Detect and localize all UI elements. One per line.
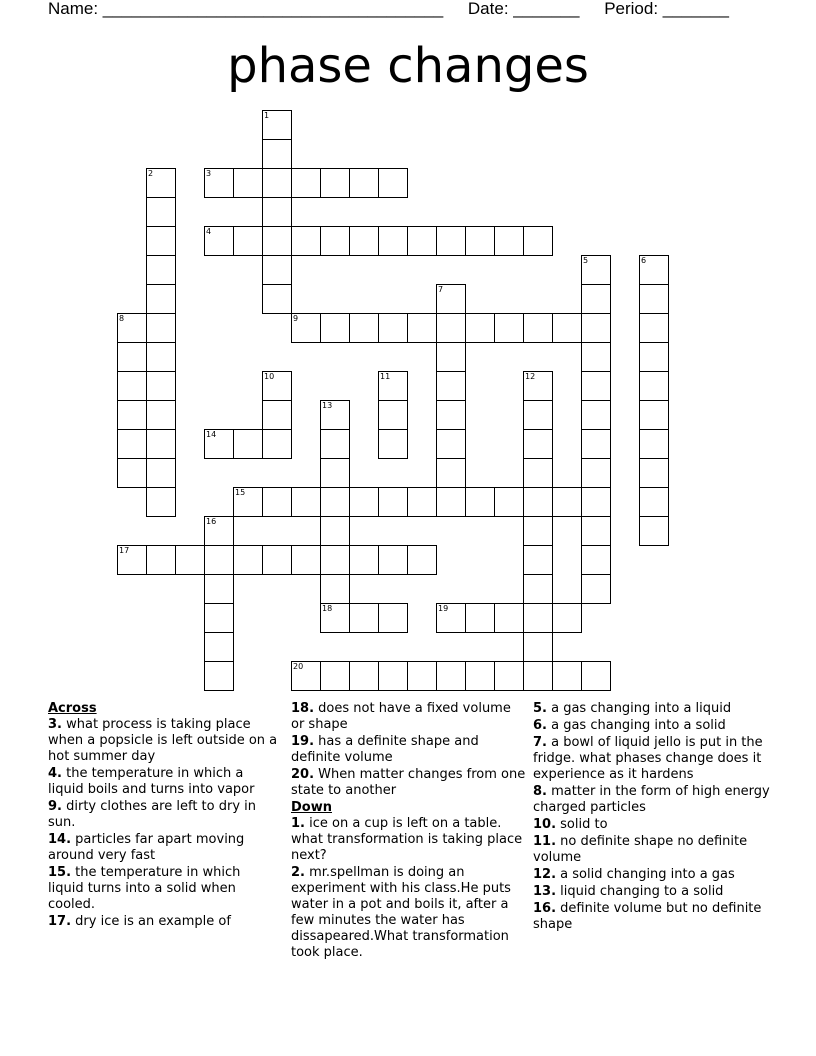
grid-cell[interactable]	[146, 342, 176, 372]
grid-cell[interactable]	[146, 400, 176, 430]
clue-number: 9	[293, 314, 299, 323]
clue-item	[533, 834, 773, 866]
grid-cell[interactable]	[523, 632, 553, 662]
grid-cell[interactable]	[204, 661, 234, 691]
clue-item-text: a gas changing into a liquid	[546, 701, 732, 716]
grid-cell[interactable]	[523, 313, 553, 343]
grid-cell[interactable]	[581, 661, 611, 691]
clue-item-number: 19.	[291, 734, 315, 749]
clue-item	[533, 884, 773, 900]
grid-cell[interactable]	[581, 487, 611, 517]
clue-item-text: dry ice is an example of	[71, 914, 231, 929]
clue-item-text: a gas changing into a solid	[546, 718, 726, 733]
clue-column-3	[533, 701, 773, 934]
clue-item	[48, 766, 280, 798]
grid-cell[interactable]	[494, 313, 524, 343]
grid-cell[interactable]	[320, 516, 350, 546]
clue-item-number: 1.	[291, 816, 305, 831]
clue-number: 14	[206, 430, 217, 439]
grid-cell[interactable]	[320, 661, 350, 691]
clue-item	[291, 865, 526, 961]
period-field[interactable]: Period: _______	[604, 0, 729, 18]
grid-cell[interactable]	[378, 168, 408, 198]
grid-cell[interactable]	[494, 661, 524, 691]
grid-cell[interactable]	[291, 487, 321, 517]
grid-cell[interactable]	[378, 545, 408, 575]
grid-cell[interactable]	[320, 313, 350, 343]
clue-number: 20	[293, 662, 304, 671]
grid-cell[interactable]	[117, 371, 147, 401]
clue-item	[533, 718, 773, 734]
grid-cell[interactable]	[117, 458, 147, 488]
grid-cell[interactable]	[378, 400, 408, 430]
grid-cell[interactable]	[349, 313, 379, 343]
clue-item-number: 16.	[533, 901, 557, 916]
clue-item-text: solid to	[556, 817, 608, 832]
clue-number: 11	[380, 372, 391, 381]
clue-number: 19	[438, 604, 449, 613]
grid-cell[interactable]	[233, 545, 263, 575]
grid-cell[interactable]	[262, 400, 292, 430]
grid-cell[interactable]	[581, 574, 611, 604]
grid-cell[interactable]	[320, 487, 350, 517]
clue-number: 1	[264, 111, 270, 120]
grid-cell[interactable]	[146, 313, 176, 343]
grid-cell[interactable]	[436, 661, 466, 691]
grid-cell[interactable]	[523, 429, 553, 459]
grid-cell[interactable]	[146, 255, 176, 285]
grid-cell[interactable]	[581, 458, 611, 488]
clue-number: 10	[264, 372, 275, 381]
grid-cell[interactable]	[146, 284, 176, 314]
clue-item-number: 17.	[48, 914, 72, 929]
clue-number: 3	[206, 169, 212, 178]
grid-cell[interactable]	[349, 168, 379, 198]
grid-cell[interactable]	[552, 661, 582, 691]
clue-item-number: 6.	[533, 718, 547, 733]
grid-cell[interactable]	[639, 516, 669, 546]
grid-cell[interactable]	[204, 545, 234, 575]
clue-item	[48, 865, 280, 913]
clue-number: 4	[206, 227, 212, 236]
grid-cell[interactable]	[320, 168, 350, 198]
clue-item-text: the temperature in which liquid turns into a solid when cooled.	[48, 865, 241, 912]
grid-cell[interactable]	[262, 139, 292, 169]
grid-cell[interactable]	[146, 487, 176, 517]
grid-cell[interactable]	[581, 342, 611, 372]
clue-item-text: dirty clothes are left to dry in sun.	[48, 799, 257, 830]
grid-cell[interactable]	[262, 429, 292, 459]
grid-cell[interactable]	[262, 168, 292, 198]
clue-item-text: When matter changes from one state to another	[291, 767, 526, 798]
grid-cell[interactable]	[581, 400, 611, 430]
grid-cell[interactable]	[436, 400, 466, 430]
grid-cell[interactable]	[407, 661, 437, 691]
grid-cell[interactable]	[581, 284, 611, 314]
grid-cell[interactable]	[117, 429, 147, 459]
grid-cell[interactable]	[349, 487, 379, 517]
grid-cell[interactable]	[233, 168, 263, 198]
grid-cell[interactable]	[639, 400, 669, 430]
grid-cell[interactable]	[639, 284, 669, 314]
grid-cell[interactable]	[262, 197, 292, 227]
clue-item-number: 3.	[48, 717, 62, 732]
clue-item-text: liquid changing to a solid	[556, 884, 724, 899]
clue-item-text: mr.spellman is doing an experiment with his class.He puts water in a pot and boils it, after a few minutes the water has dissapeared.What transformation took place.	[291, 865, 511, 960]
clue-item-text: what process is taking place when a popsicle is left outside on a hot summer day	[48, 717, 278, 764]
grid-cell[interactable]	[639, 458, 669, 488]
clue-item-text: particles far apart moving around very fast	[48, 832, 245, 863]
grid-cell[interactable]	[146, 458, 176, 488]
grid-cell[interactable]	[436, 313, 466, 343]
grid-cell[interactable]	[146, 226, 176, 256]
clue-number: 18	[322, 604, 333, 613]
clue-item	[48, 799, 280, 831]
clue-item-text: ice on a cup is left on a table. what transformation is taking place next?	[291, 816, 523, 863]
clue-number: 5	[583, 256, 589, 265]
clue-item-number: 4.	[48, 766, 62, 781]
grid-cell[interactable]	[436, 226, 466, 256]
grid-cell[interactable]	[436, 371, 466, 401]
grid-cell[interactable]	[494, 487, 524, 517]
date-field[interactable]: Date: _______	[467, 0, 580, 18]
grid-cell[interactable]	[465, 603, 495, 633]
grid-cell[interactable]	[552, 603, 582, 633]
grid-cell[interactable]	[204, 574, 234, 604]
grid-cell[interactable]	[233, 226, 263, 256]
grid-cell[interactable]	[320, 458, 350, 488]
grid-cell[interactable]	[581, 429, 611, 459]
grid-cell[interactable]	[436, 342, 466, 372]
grid-cell[interactable]	[523, 603, 553, 633]
clue-item-number: 14.	[48, 832, 72, 847]
grid-cell[interactable]	[175, 545, 205, 575]
clue-number: 7	[438, 285, 444, 294]
grid-cell[interactable]	[320, 226, 350, 256]
clue-item-number: 15.	[48, 865, 72, 880]
clue-item	[48, 717, 280, 765]
grid-cell[interactable]	[523, 400, 553, 430]
clue-item-text: does not have a fixed volume or shape	[291, 701, 511, 732]
grid-cell[interactable]	[465, 661, 495, 691]
clue-number: 13	[322, 401, 333, 410]
grid-cell[interactable]	[407, 545, 437, 575]
clue-section-heading: Across	[48, 701, 97, 716]
grid-cell[interactable]	[378, 661, 408, 691]
grid-cell[interactable]	[349, 545, 379, 575]
clue-item-number: 20.	[291, 767, 315, 782]
grid-cell[interactable]	[581, 516, 611, 546]
name-field[interactable]: Name: ____________________________________	[48, 0, 444, 18]
clue-number: 12	[525, 372, 536, 381]
clue-item	[533, 817, 773, 833]
clue-item-text: has a definite shape and definite volume	[291, 734, 479, 765]
grid-cell[interactable]	[581, 313, 611, 343]
grid-cell[interactable]	[639, 342, 669, 372]
grid-cell[interactable]	[436, 487, 466, 517]
clue-item	[48, 832, 280, 864]
grid-cell[interactable]	[117, 400, 147, 430]
grid-cell[interactable]	[291, 226, 321, 256]
grid-cell[interactable]	[581, 545, 611, 575]
clue-item-number: 9.	[48, 799, 62, 814]
clue-item-number: 2.	[291, 865, 305, 880]
grid-cell[interactable]	[262, 487, 292, 517]
grid-cell[interactable]	[523, 574, 553, 604]
clue-number: 6	[641, 256, 647, 265]
clue-item	[533, 735, 773, 783]
grid-cell[interactable]	[378, 487, 408, 517]
clue-item	[291, 816, 526, 864]
grid-cell[interactable]	[262, 226, 292, 256]
grid-cell[interactable]	[552, 313, 582, 343]
grid-cell[interactable]	[320, 545, 350, 575]
clue-section-heading: Down	[291, 800, 332, 815]
grid-cell[interactable]	[523, 458, 553, 488]
clue-item-number: 12.	[533, 867, 557, 882]
grid-cell[interactable]	[523, 516, 553, 546]
grid-cell[interactable]	[465, 226, 495, 256]
grid-cell[interactable]	[349, 226, 379, 256]
clue-item-text: matter in the form of high energy charged particles	[533, 784, 770, 815]
clue-item-number: 18.	[291, 701, 315, 716]
grid-cell[interactable]	[320, 574, 350, 604]
grid-cell[interactable]	[146, 429, 176, 459]
clue-item-text: no definite shape no definite volume	[533, 834, 748, 865]
grid-cell[interactable]	[494, 603, 524, 633]
grid-cell[interactable]	[436, 429, 466, 459]
clue-item	[533, 867, 773, 883]
clue-item	[533, 784, 773, 816]
grid-cell[interactable]	[436, 458, 466, 488]
grid-cell[interactable]	[146, 371, 176, 401]
grid-cell[interactable]	[552, 487, 582, 517]
grid-cell[interactable]	[465, 487, 495, 517]
clue-item	[533, 901, 773, 933]
grid-cell[interactable]	[494, 226, 524, 256]
grid-cell[interactable]	[349, 661, 379, 691]
grid-cell[interactable]	[581, 371, 611, 401]
page-title: phase changes	[227, 38, 589, 94]
grid-cell[interactable]	[378, 603, 408, 633]
grid-cell[interactable]	[378, 226, 408, 256]
grid-cell[interactable]	[407, 313, 437, 343]
grid-cell[interactable]	[378, 313, 408, 343]
grid-cell[interactable]	[262, 545, 292, 575]
grid-cell[interactable]	[291, 168, 321, 198]
clue-item-number: 11.	[533, 834, 557, 849]
grid-cell[interactable]	[320, 429, 350, 459]
clue-item	[48, 914, 280, 930]
grid-cell[interactable]	[146, 197, 176, 227]
clue-item	[291, 701, 526, 733]
clue-number: 2	[148, 169, 154, 178]
clue-item	[291, 734, 526, 766]
grid-cell[interactable]	[523, 226, 553, 256]
clue-column-1	[48, 701, 280, 931]
clue-item-number: 7.	[533, 735, 547, 750]
grid-cell[interactable]	[523, 487, 553, 517]
clue-number: 8	[119, 314, 125, 323]
grid-cell[interactable]	[262, 255, 292, 285]
grid-cell[interactable]	[639, 429, 669, 459]
clue-item-text: the temperature in which a liquid boils and turns into vapor	[48, 766, 255, 797]
grid-cell[interactable]	[407, 226, 437, 256]
clue-number: 15	[235, 488, 246, 497]
clue-item	[533, 701, 773, 717]
clue-item-number: 8.	[533, 784, 547, 799]
clue-column-2	[291, 701, 526, 962]
grid-cell[interactable]	[639, 487, 669, 517]
clue-item-number: 10.	[533, 817, 557, 832]
grid-cell[interactable]	[378, 429, 408, 459]
clue-item-number: 13.	[533, 884, 557, 899]
clue-item-text: definite volume but no definite shape	[533, 901, 762, 932]
grid-cell[interactable]	[291, 545, 321, 575]
clue-item-text: a solid changing into a gas	[556, 867, 735, 882]
grid-cell[interactable]	[204, 603, 234, 633]
grid-cell[interactable]	[262, 284, 292, 314]
grid-cell[interactable]	[407, 487, 437, 517]
grid-cell[interactable]	[523, 545, 553, 575]
grid-cell[interactable]	[233, 429, 263, 459]
grid-cell[interactable]	[117, 342, 147, 372]
grid-cell[interactable]	[523, 661, 553, 691]
clue-item-text: a bowl of liquid jello is put in the fridge. what phases change does it experience as it hardens	[533, 735, 763, 782]
clue-number: 17	[119, 546, 130, 555]
clue-number: 16	[206, 517, 217, 526]
grid-cell[interactable]	[146, 545, 176, 575]
grid-cell[interactable]	[349, 603, 379, 633]
grid-cell[interactable]	[639, 313, 669, 343]
grid-cell[interactable]	[204, 632, 234, 662]
grid-cell[interactable]	[465, 313, 495, 343]
grid-cell[interactable]	[639, 371, 669, 401]
clue-item-number: 5.	[533, 701, 547, 716]
clue-item	[291, 767, 526, 799]
